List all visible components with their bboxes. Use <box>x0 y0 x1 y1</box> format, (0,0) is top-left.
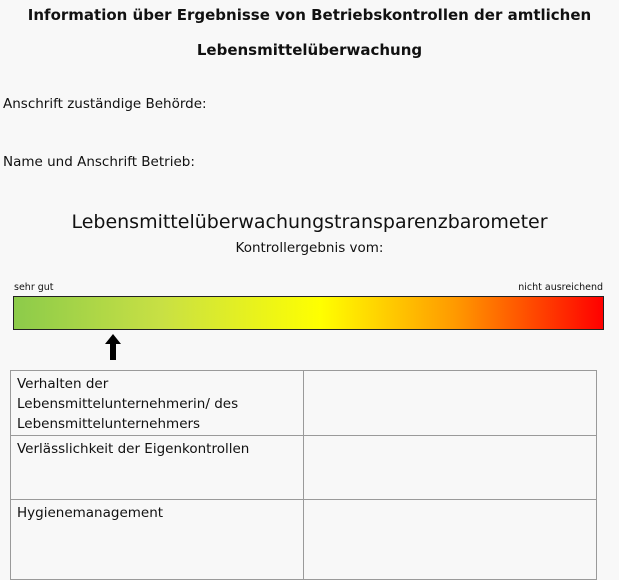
criterion-value-self-control-reliability <box>304 436 597 500</box>
inspection-criteria-table <box>10 370 597 580</box>
business-name-address-label: Name und Anschrift Betrieb: <box>3 154 195 170</box>
scale-label-insufficient: nicht ausreichend <box>518 282 603 293</box>
document-title-line-2: Lebensmittelüberwachung <box>196 41 423 59</box>
criterion-label-hygiene-management: Hygienemanagement <box>11 500 304 580</box>
scale-label-very-good: sehr gut <box>14 282 54 293</box>
transparency-barometer-bar <box>13 296 604 330</box>
criterion-label-self-control-reliability: Verlässlichkeit der Eigenkontrollen <box>11 436 304 500</box>
table-row <box>11 371 597 436</box>
arrow-up-icon <box>104 334 122 360</box>
authority-address-label: Anschrift zuständige Behörde: <box>3 96 207 112</box>
barometer-title: Lebensmittelüberwachungstransparenzbarometer <box>71 211 548 233</box>
criterion-label-operator-conduct: Verhalten der Lebensmittelunternehmerin/ des Lebensmittelunternehmers <box>11 371 304 436</box>
criterion-value-hygiene-management <box>304 500 597 580</box>
criterion-value-operator-conduct <box>304 371 597 436</box>
inspection-result-date-label: Kontrollergebnis vom: <box>235 240 384 256</box>
document-title-line-1: Information über Ergebnisse von Betriebskontrollen der amtlichen <box>27 6 592 24</box>
table-row <box>11 436 597 500</box>
table-row <box>11 500 597 580</box>
